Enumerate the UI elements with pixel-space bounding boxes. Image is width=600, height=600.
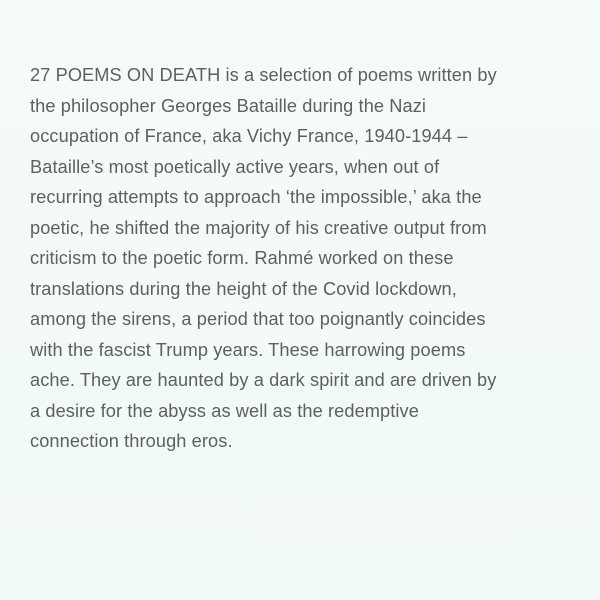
paragraph-line: poetic, he shifted the majority of his creative output from <box>30 217 487 238</box>
paragraph-line: connection through eros. <box>30 431 233 451</box>
paragraph-line: the philosopher Georges Bataille during the Nazi <box>30 95 427 116</box>
body-paragraph <box>30 60 575 457</box>
paragraph-line: criticism to the poetic form. Rahmé worked on these <box>30 248 454 268</box>
paragraph-line: 27 POEMS ON DEATH is a selection of poems written by <box>30 65 497 85</box>
paragraph-line: ache. They are haunted by a dark spirit and are driven by <box>30 370 497 390</box>
paragraph-line: occupation of France, aka Vichy France, 1940-1944 – <box>30 126 468 146</box>
paragraph-line: Bataille’s most poetically active years, when out of <box>30 156 440 177</box>
paragraph-line: a desire for the abyss as well as the redemptive <box>30 400 419 421</box>
paragraph-line: recurring attempts to approach ‘the impossible,’ aka the <box>30 187 482 207</box>
paragraph-line: translations during the height of the Covid lockdown, <box>30 278 457 299</box>
paragraph-line: among the sirens, a period that too poignantly coincides <box>30 309 486 329</box>
paragraph-line: with the fascist Trump years. These harrowing poems <box>30 339 466 360</box>
